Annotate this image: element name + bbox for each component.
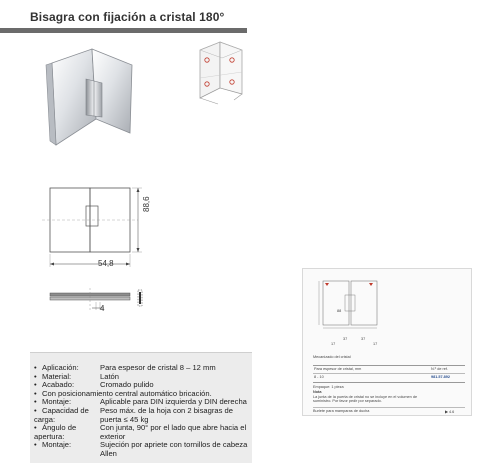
sheet-table-header: N.º de ref. [431,367,449,371]
specifications-table [34,364,252,459]
spec-value: Peso máx. de la hoja con 2 bisagras de puerta ≤ 45 kg [100,405,233,424]
specifications-panel [30,352,252,463]
spec-label: Con posicionamiento central automático bricación. [42,388,212,398]
spec-row: • Capacidad de carga: Peso máx. de la hoja con 2 bisagras de puerta ≤ 45 kg [34,407,252,424]
catalog-sheet-thumbnail [302,268,472,416]
spec-label: Montaje: [42,440,72,450]
sheet-dim-label: 88 [337,309,342,313]
sheet-table [313,365,465,383]
spec-row: • Ángulo de apertura: Con junta, 90° por el lado que abre hacia el exterior [34,424,252,441]
page-title: Bisagra con fijación a cristal 180° [30,10,225,24]
spec-row: • Montaje: Aplicable para DIN izquierda y DIN derecha [34,398,252,407]
spec-value: Latón [100,371,120,381]
sheet-dim-label: 17 [373,342,378,346]
spec-label: Montaje: [42,397,72,407]
spec-label: Acabado: [42,380,75,390]
spec-value: Sujeción por apriete con tornillos de cabeza Allen [100,440,248,458]
sheet-packing: Empaque: 1 pieza [313,385,344,389]
sheet-table-header: Para espesor de cristal, mm [314,367,362,371]
sheet-dim-label: 37 [343,337,348,341]
sheet-table-cell: 8 - 10 [314,375,324,379]
spec-row: • Acabado: Cromado pulido [34,381,252,390]
spec-value: Para espesor de cristal 8 – 12 mm [100,363,216,372]
spec-row: • Aplicación: Para espesor de cristal 8 – 12 mm [34,364,252,373]
installation-schematic [190,38,250,108]
width-dimension-label: 54,8 [98,259,114,268]
spec-label: Capacidad de carga: [34,405,89,424]
spec-row: • Material: Latón [34,373,252,382]
hinge-product-image [40,45,140,155]
spec-value: Con junta, 90° por el lado que abre hacia el exterior [100,423,247,441]
sheet-note-label: Nota [313,390,322,394]
glass-machining-drawing [317,277,383,331]
sheet-footer-right: ▶ 4.6 [445,410,455,414]
sheet-dim-label: 37 [361,337,366,341]
spec-label: Ángulo de apertura: [34,423,77,441]
spec-value: Cromado pulido [100,380,154,390]
sheet-caption: Mecanizado del cristal [313,355,351,359]
height-dimension-label: 88,6 [142,196,151,212]
sheet-ref-number: 981.57.892 [431,375,451,379]
thickness-dimension-label: 4 [100,304,105,313]
spec-label: Aplicación: [42,363,79,372]
sheet-note-text: La junta de la puerta de cristal no se incluye en el volumen de suministro. Por favor pedir por separado. [313,395,418,404]
spec-row: • Montaje: Sujeción por apriete con tornillos de cabeza Allen [34,441,252,458]
title-rule [0,28,247,33]
spec-label: Material: [42,371,72,381]
spec-row: • Con posicionamiento central automático bricación. [34,388,212,398]
sheet-dim-label: 17 [331,342,336,346]
sheet-footer-left: Burlete para mamparas de ducha [313,409,370,413]
spec-value: Aplicable para DIN izquierda y DIN derecha [100,397,247,407]
